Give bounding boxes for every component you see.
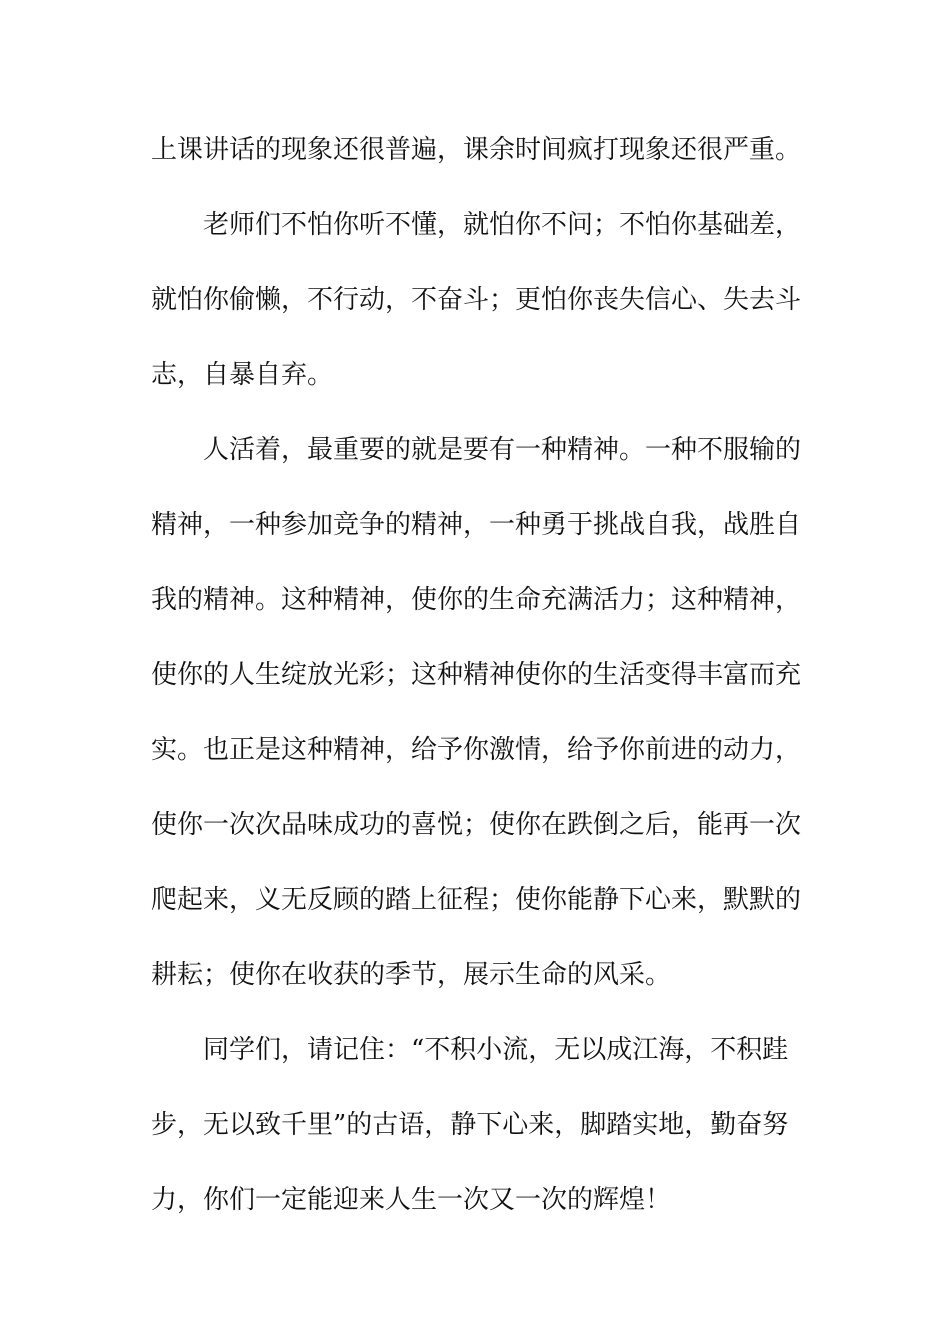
text-line: 实。也正是这种精神，给予你激情，给予你前进的动力， — [151, 735, 802, 765]
text-line: 就怕你偷懒，不行动，不奋斗；更怕你丧失信心、失去斗 — [151, 285, 802, 315]
paragraph-first-line: 人活着，最重要的就是要有一种精神。一种不服输的 — [203, 435, 802, 465]
text-line: 使你的人生绽放光彩；这种精神使你的生活变得丰富而充 — [151, 660, 802, 690]
paragraph-first-line: 老师们不怕你听不懂，就怕你不问；不怕你基础差， — [203, 210, 802, 240]
text-line: 使你一次次品味成功的喜悦；使你在跌倒之后，能再一次 — [151, 810, 802, 840]
text-line: 上课讲话的现象还很普遍，课余时间疯打现象还很严重。 — [151, 135, 802, 165]
text-line: 我的精神。这种精神，使你的生命充满活力；这种精神， — [151, 585, 802, 615]
document-body — [151, 113, 801, 1238]
text-line: 力，你们一定能迎来人生一次又一次的辉煌！ — [151, 1185, 672, 1215]
text-line: 精神，一种参加竞争的精神，一种勇于挑战自我，战胜自 — [151, 510, 802, 540]
paragraph-first-line: 同学们，请记住：“不积小流，无以成江海，不积跬 — [203, 1035, 789, 1065]
text-line: 爬起来，义无反顾的踏上征程；使你能静下心来，默默的 — [151, 885, 802, 915]
text-line: 志，自暴自弃。 — [151, 360, 334, 390]
text-line: 步，无以致千里”的古语，静下心来，脚踏实地，勤奋努 — [151, 1110, 789, 1140]
text-line: 耕耘；使你在收获的季节，展示生命的风采。 — [151, 960, 672, 990]
